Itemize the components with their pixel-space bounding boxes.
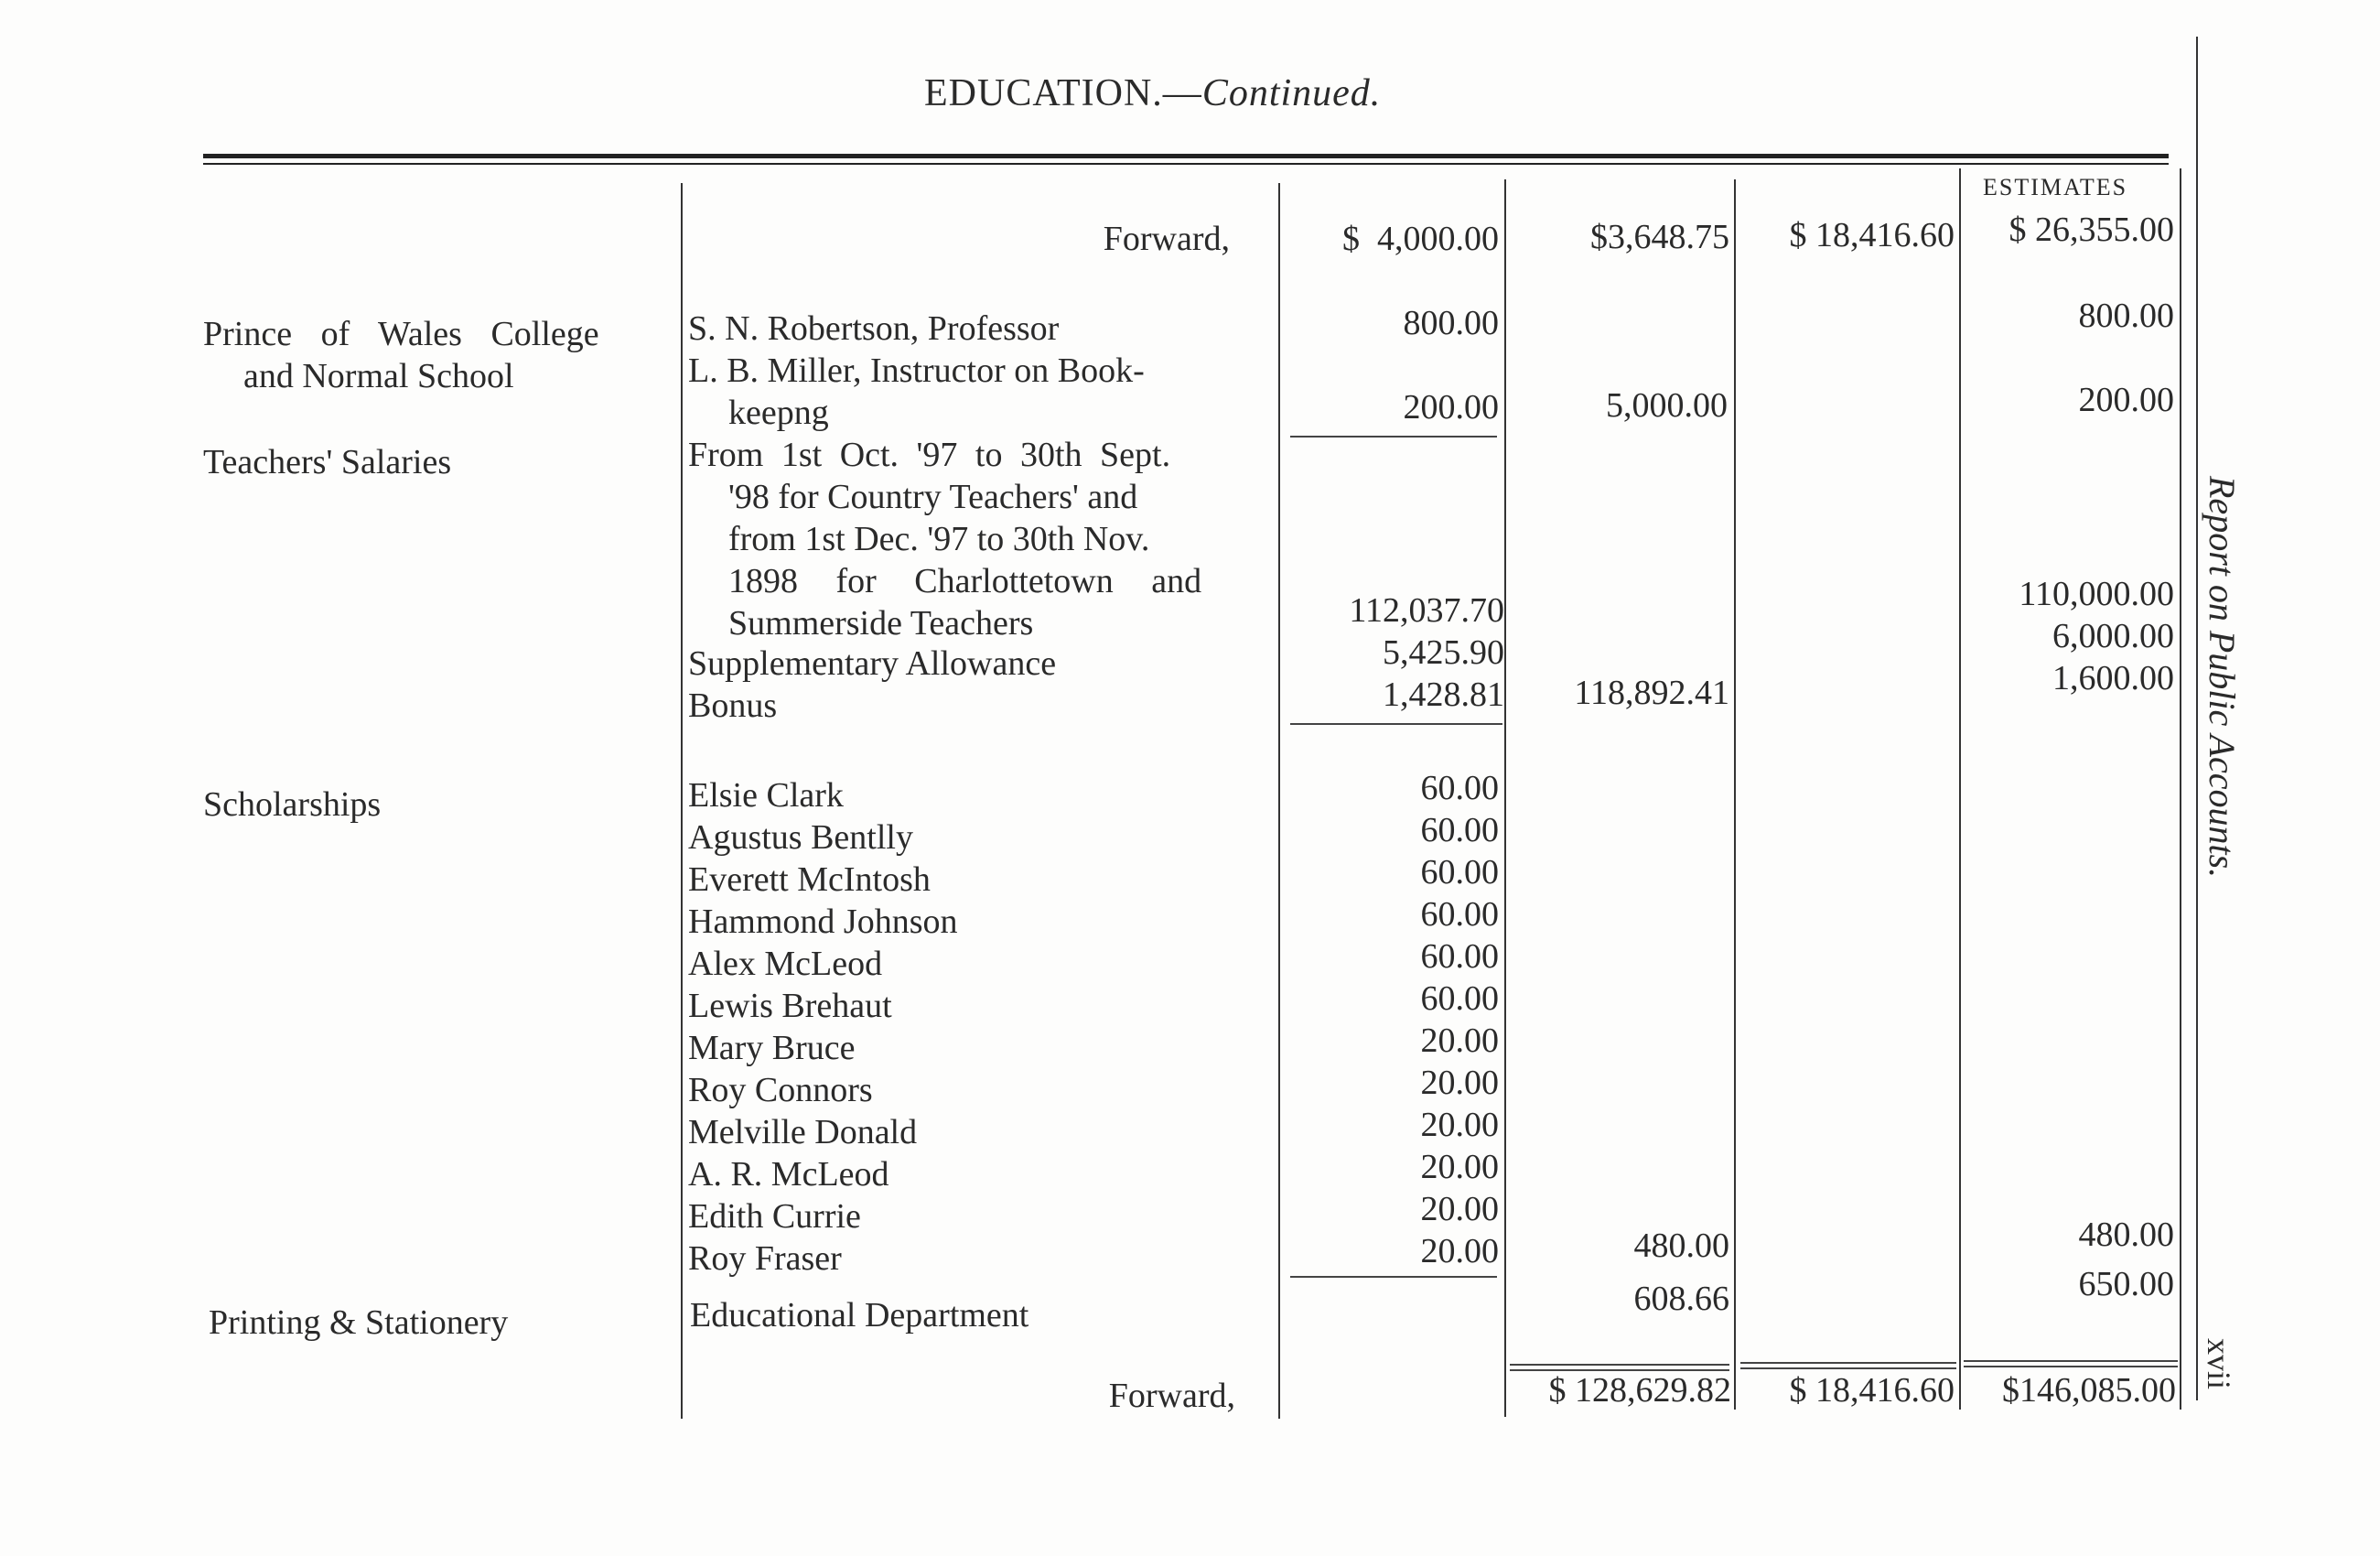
scholarship-name: Edith Currie bbox=[688, 1197, 861, 1236]
teachers-main-c4: 110,000.00 bbox=[2019, 575, 2174, 613]
scholarship-amount: 20.00 bbox=[1420, 1021, 1499, 1060]
final-rule-c2-a bbox=[1510, 1364, 1729, 1366]
side-title: Report on Public Accounts. bbox=[2202, 476, 2243, 879]
scholarship-name: Everett McIntosh bbox=[688, 860, 931, 899]
col-sep-c4 bbox=[2180, 168, 2181, 1410]
col-sep-c3 bbox=[1959, 168, 1961, 1410]
forward-top-c1: $ 4,000.00 bbox=[1342, 220, 1499, 258]
pwc-subtotal-rule bbox=[1290, 436, 1497, 438]
title-continued: Continued. bbox=[1201, 72, 1382, 114]
scholarship-amount: 60.00 bbox=[1420, 853, 1499, 891]
bonus-c1: 1,428.81 bbox=[1383, 675, 1504, 714]
scholarship-name: Mary Bruce bbox=[688, 1029, 856, 1067]
teachers-desc-line5: Summerside Teachers bbox=[728, 604, 1034, 643]
forward-top-label: Forward, bbox=[1103, 220, 1230, 258]
forward-top-c3: $ 18,416.60 bbox=[1789, 216, 1955, 254]
scholarship-amount: 60.00 bbox=[1420, 937, 1499, 976]
page-number: xvii bbox=[2201, 1338, 2237, 1390]
bonus-desc: Bonus bbox=[688, 686, 778, 725]
printing-c4: 650.00 bbox=[2078, 1265, 2174, 1303]
bonus-c4: 1,600.00 bbox=[2052, 659, 2174, 697]
scholarship-name: Roy Connors bbox=[688, 1071, 873, 1109]
category-pwc-line1: Prince of Wales College bbox=[203, 315, 599, 353]
category-printing-stationery: Printing & Stationery bbox=[209, 1303, 509, 1342]
teachers-desc-line3: from 1st Dec. '97 to 30th Nov. bbox=[728, 520, 1150, 558]
forward-bottom-c4: $146,085.00 bbox=[2002, 1371, 2176, 1410]
printing-c2: 608.66 bbox=[1633, 1280, 1729, 1318]
teachers-desc-line1: From 1st Oct. '97 to 30th Sept. bbox=[688, 436, 1171, 474]
page-border-right bbox=[2196, 37, 2198, 1400]
col-sep-c2 bbox=[1734, 179, 1736, 1410]
category-prince-of-wales bbox=[203, 313, 679, 397]
miller-desc-line2: keepng bbox=[728, 394, 829, 432]
scholarship-name: Agustus Bentlly bbox=[688, 818, 913, 857]
teachers-subtotal-rule bbox=[1290, 723, 1502, 725]
category-pwc-line2: and Normal School bbox=[243, 357, 514, 395]
teachers-desc-line2: '98 for Country Teachers' and bbox=[728, 478, 1138, 516]
scholarship-amount: 20.00 bbox=[1420, 1148, 1499, 1186]
final-rule-c4-b bbox=[1964, 1366, 2178, 1367]
supplementary-c1: 5,425.90 bbox=[1383, 633, 1504, 672]
col-sep-category bbox=[681, 183, 683, 1419]
final-rule-c4-a bbox=[1964, 1360, 2178, 1362]
forward-bottom-c3: $ 18,416.60 bbox=[1789, 1371, 1955, 1410]
scholarship-name: Roy Fraser bbox=[688, 1239, 842, 1278]
estimates-header: ESTIMATES bbox=[1983, 174, 2128, 200]
teachers-desc-line4: 1898 for Charlottetown and bbox=[728, 562, 1202, 600]
final-rule-c3-a bbox=[1740, 1362, 1956, 1364]
miller-c4: 200.00 bbox=[2078, 381, 2174, 419]
scholarship-name: Hammond Johnson bbox=[688, 902, 958, 941]
page-title bbox=[924, 71, 1381, 115]
scholarship-name: Lewis Brehaut bbox=[688, 987, 892, 1025]
title-main: EDUCATION.— bbox=[924, 72, 1202, 114]
scholarship-amount: 20.00 bbox=[1420, 1232, 1499, 1270]
scholarship-amount: 60.00 bbox=[1420, 769, 1499, 807]
scholarships-list bbox=[688, 769, 1506, 1280]
miller-desc-line1: L. B. Miller, Instructor on Book- bbox=[688, 351, 1145, 390]
scholarship-amount: 60.00 bbox=[1420, 895, 1499, 934]
category-teachers-salaries: Teachers' Salaries bbox=[203, 443, 452, 481]
forward-bottom-c2: $ 128,629.82 bbox=[1548, 1371, 1731, 1410]
bonus-c2: 118,892.41 bbox=[1574, 674, 1729, 712]
printing-desc: Educational Department bbox=[690, 1296, 1029, 1334]
scholarship-amount: 20.00 bbox=[1420, 1190, 1499, 1228]
teachers-main-c1: 112,037.70 bbox=[1349, 591, 1504, 630]
forward-top-c4: $ 26,355.00 bbox=[2008, 211, 2174, 249]
supplementary-c4: 6,000.00 bbox=[2052, 617, 2174, 655]
top-rule-thin bbox=[203, 163, 2169, 165]
scholarship-amount: 60.00 bbox=[1420, 979, 1499, 1018]
forward-bottom-label: Forward, bbox=[1108, 1377, 1235, 1415]
scholarship-name: Alex McLeod bbox=[688, 945, 883, 983]
scholarship-amount: 60.00 bbox=[1420, 811, 1499, 849]
forward-top-c2: $3,648.75 bbox=[1590, 218, 1729, 256]
scholarship-name: Melville Donald bbox=[688, 1113, 918, 1151]
supplementary-desc: Supplementary Allowance bbox=[688, 644, 1057, 683]
scholarship-amount: 20.00 bbox=[1420, 1106, 1499, 1144]
robertson-c1: 800.00 bbox=[1403, 304, 1499, 342]
miller-c1: 200.00 bbox=[1403, 388, 1499, 427]
scholarship-amount: 20.00 bbox=[1420, 1064, 1499, 1102]
top-rule-thick bbox=[203, 154, 2169, 158]
scholarship-row bbox=[688, 1232, 1506, 1280]
scholarships-total-c2: 480.00 bbox=[1633, 1226, 1729, 1265]
scholarship-name: Elsie Clark bbox=[688, 776, 844, 815]
scholarships-subtotal-rule bbox=[1290, 1276, 1497, 1278]
category-scholarships: Scholarships bbox=[203, 785, 382, 824]
miller-c2: 5,000.00 bbox=[1606, 386, 1728, 425]
scholarship-name: A. R. McLeod bbox=[688, 1155, 889, 1194]
scholarships-total-c4: 480.00 bbox=[2078, 1216, 2174, 1254]
robertson-c4: 800.00 bbox=[2078, 297, 2174, 335]
robertson-desc: S. N. Robertson, Professor bbox=[688, 309, 1060, 348]
